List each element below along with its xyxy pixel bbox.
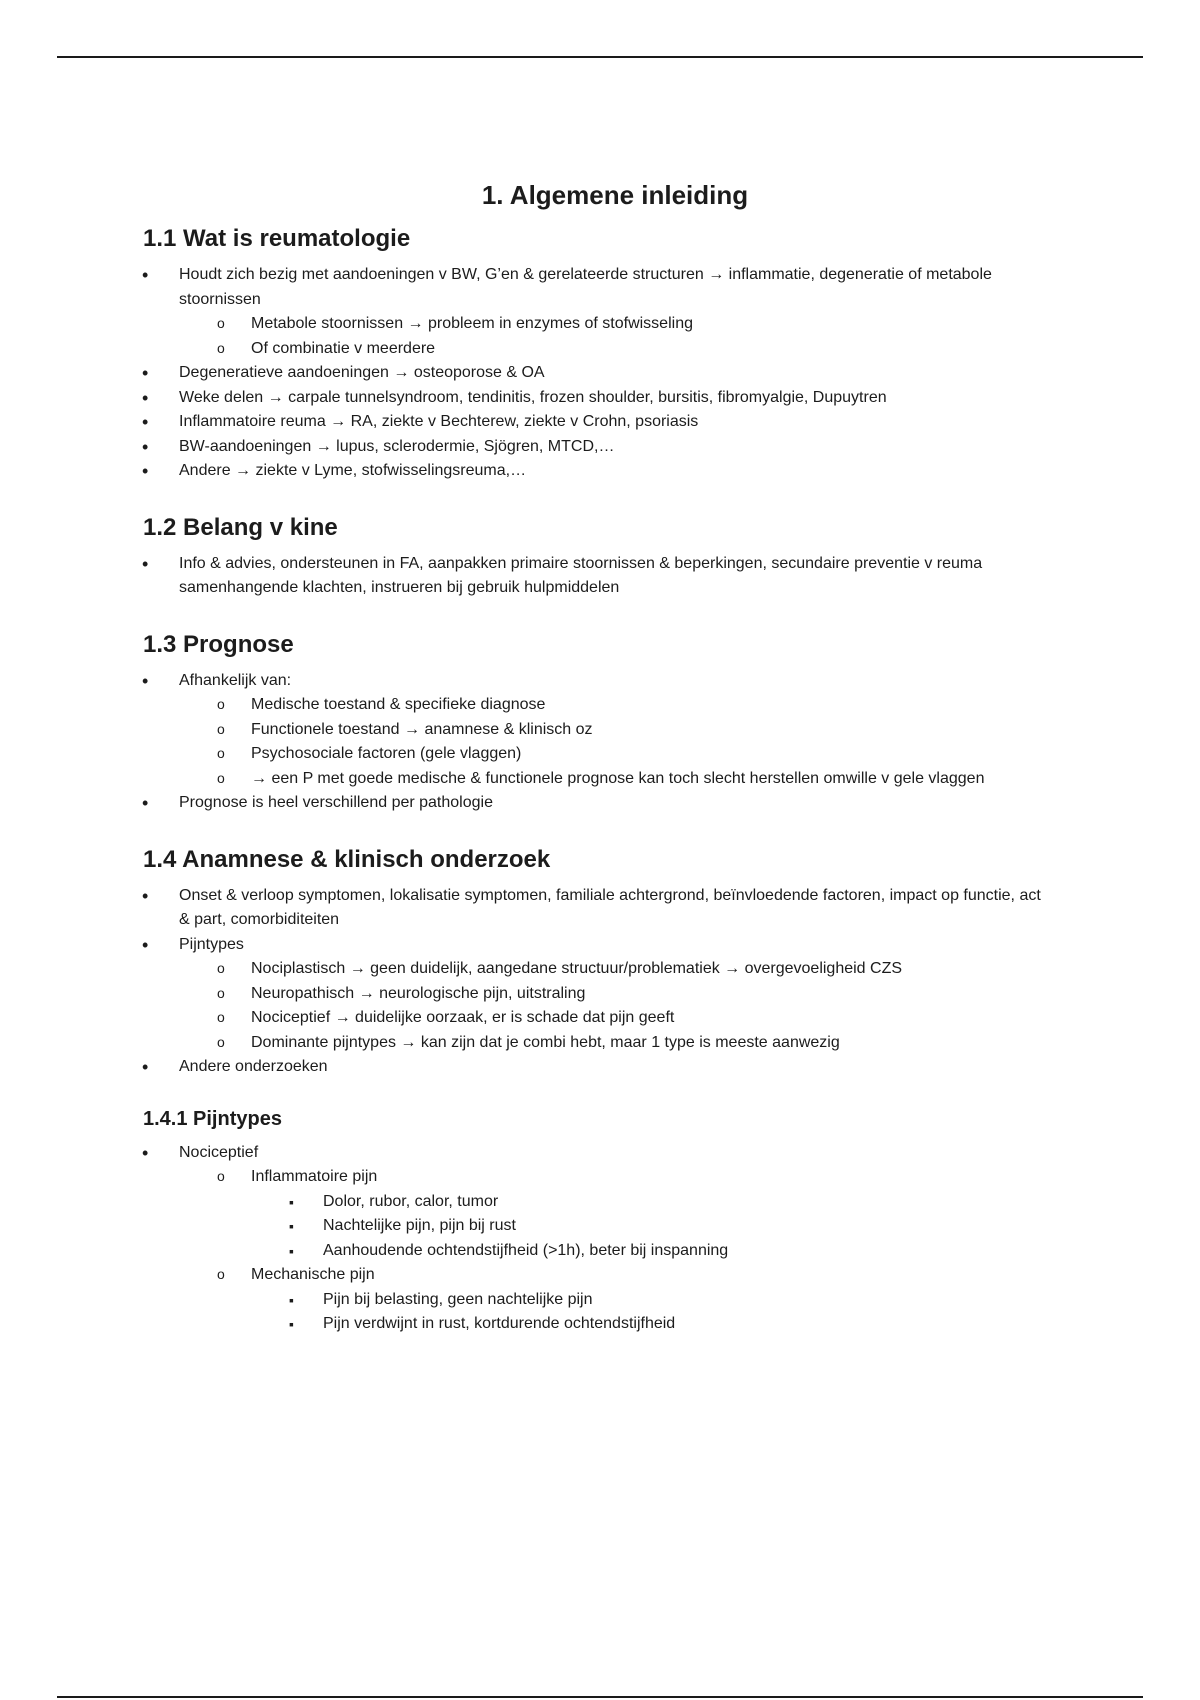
section-heading: 1.1 Wat is reumatologie bbox=[143, 225, 411, 252]
sub-sub-list-item: ▪ Aanhoudende ochtendstijfheid (>1h), beter bij inspanning bbox=[251, 1239, 1050, 1264]
list-item: • BW-aandoeningen → lupus, sclerodermie, Sjögren, MTCD,… bbox=[0, 435, 1200, 460]
subsection-pijntypes bbox=[0, 1108, 1200, 1337]
sub-list-item: o Inflammatoire pijn ▪ Dolor, rubor, calor, tumor ▪ Nachtelijke pijn, pijn bij rust ▪ Aanhoudende ochtendstijfheid (>1h), beter bij inspanning bbox=[179, 1165, 1050, 1263]
sub-sub-list bbox=[251, 1190, 1050, 1264]
sub-sub-list-item: ▪ Dolor, rubor, calor, tumor bbox=[251, 1190, 1050, 1215]
list-item: • Andere → ziekte v Lyme, stofwisselingsreuma,… bbox=[0, 459, 1200, 484]
sub-list-item: o Nociplastisch → geen duidelijk, aangedane structuur/problematiek → overgevoeligheid CZS bbox=[179, 957, 1050, 982]
header-rule bbox=[57, 56, 1143, 58]
section-wat-is-reumatologie bbox=[0, 225, 1200, 484]
sub-list-item: o Neuropathisch → neurologische pijn, uitstraling bbox=[179, 982, 1050, 1007]
sub-sub-list-item: ▪ Nachtelijke pijn, pijn bij rust bbox=[251, 1214, 1050, 1239]
list-item: • Inflammatoire reuma → RA, ziekte v Bechterew, ziekte v Crohn, psoriasis bbox=[0, 410, 1200, 435]
list-item: • Weke delen → carpale tunnelsyndroom, tendinitis, frozen shoulder, bursitis, fibromyalgie, Dupuytren bbox=[0, 386, 1200, 411]
sub-sub-list bbox=[251, 1288, 1050, 1337]
sub-list-item: o → een P met goede medische & functionele prognose kan toch slecht herstellen omwille v gele vlaggen bbox=[179, 767, 1050, 792]
sub-list-item: o Mechanische pijn ▪ Pijn bij belasting, geen nachtelijke pijn ▪ Pijn verdwijnt in rust, kortdurende ochtendstijfheid bbox=[179, 1263, 1050, 1337]
bullet-list bbox=[0, 552, 1200, 601]
sub-list-item: o Dominante pijntypes → kan zijn dat je combi hebt, maar 1 type is meeste aanwezig bbox=[179, 1031, 1050, 1056]
footer-rule bbox=[57, 1696, 1143, 1698]
bullet-list bbox=[0, 1141, 1200, 1337]
list-item: • Prognose is heel verschillend per pathologie bbox=[0, 791, 1200, 816]
section-heading: 1.4 Anamnese & klinisch onderzoek bbox=[143, 845, 551, 873]
bullet-list bbox=[0, 263, 1200, 484]
bullet-list bbox=[0, 884, 1200, 1080]
sub-list-item: o Metabole stoornissen → probleem in enzymes of stofwisseling bbox=[179, 312, 1050, 337]
page-content bbox=[0, 180, 1200, 1367]
sub-list-item: o Nociceptief → duidelijke oorzaak, er is schade dat pijn geeft bbox=[179, 1006, 1050, 1031]
list-item: • Andere onderzoeken bbox=[0, 1055, 1200, 1080]
sub-list-item: o Psychosociale factoren (gele vlaggen) bbox=[179, 742, 1050, 767]
section-anamnese bbox=[0, 846, 1200, 1080]
sub-list-item: o Of combinatie v meerdere bbox=[179, 337, 1050, 362]
list-item: • Nociceptief o Inflammatoire pijn ▪ Dolor, rubor, calor, tumor ▪ Nachtelijke pijn, pijn bij rust ▪ Aanhoudende ochtendstijfheid (>1h), beter bij inspanning o Mechanische pijn ▪ Pijn bij belasting, geen nachtelijke pijn ▪ Pijn verdwijnt in rust, kortdurende ochtendstijfheid bbox=[0, 1141, 1200, 1337]
list-item: • Pijntypes o Nociplastisch → geen duidelijk, aangedane structuur/problematiek → overgevoeligheid CZS o Neuropathisch → neurologische pijn, uitstraling o Nociceptief → duidelijke oorzaak, er is schade dat pijn geeft o Dominante pijntypes → kan zijn dat je combi hebt, maar 1 type is meeste aanwezig bbox=[0, 933, 1200, 1056]
sub-list-item: o Medische toestand & specifieke diagnose bbox=[179, 693, 1050, 718]
list-item: • Degeneratieve aandoeningen → osteoporose & OA bbox=[0, 361, 1200, 386]
bullet-list bbox=[0, 669, 1200, 816]
section-prognose bbox=[0, 631, 1200, 816]
section-heading: 1.3 Prognose bbox=[143, 630, 294, 658]
sub-list bbox=[0, 1165, 1050, 1337]
sub-list-item: o Functionele toestand → anamnese & klinisch oz bbox=[179, 718, 1050, 743]
list-item: • Houdt zich bezig met aandoeningen v BW, G’en & gerelateerde structuren → inflammatie, degeneratie of metabole stoornissen o Metabole stoornissen → probleem in enzymes of stofwisseling o Of combinatie v meerdere bbox=[0, 263, 1200, 361]
list-item: • Afhankelijk van: o Medische toestand & specifieke diagnose o Functionele toestand → anamnese & klinisch oz o Psychosociale factoren (gele vlaggen) o → een P met goede medische & functionele prognose kan toch slecht herstellen omwille v gele vlaggen bbox=[0, 669, 1200, 792]
page-title: 1. Algemene inleiding bbox=[481, 180, 749, 210]
list-item: • Info & advies, ondersteunen in FA, aanpakken primaire stoornissen & beperkingen, secundaire preventie v reuma samenhangende klachten, instrueren bij gebruik hulpmiddelen bbox=[0, 552, 1200, 601]
sub-sub-list-item: ▪ Pijn verdwijnt in rust, kortdurende ochtendstijfheid bbox=[251, 1312, 1050, 1337]
section-belang-v-kine bbox=[0, 514, 1200, 601]
sub-list bbox=[0, 957, 1050, 1055]
sub-list bbox=[0, 693, 1050, 791]
subsection-heading: 1.4.1 Pijntypes bbox=[143, 1107, 282, 1130]
section-heading: 1.2 Belang v kine bbox=[143, 513, 338, 541]
list-item: • Onset & verloop symptomen, lokalisatie symptomen, familiale achtergrond, beïnvloedende factoren, impact op functie, act & part, comorbiditeiten bbox=[0, 884, 1200, 933]
sub-sub-list-item: ▪ Pijn bij belasting, geen nachtelijke pijn bbox=[251, 1288, 1050, 1313]
sub-list bbox=[0, 312, 1050, 361]
